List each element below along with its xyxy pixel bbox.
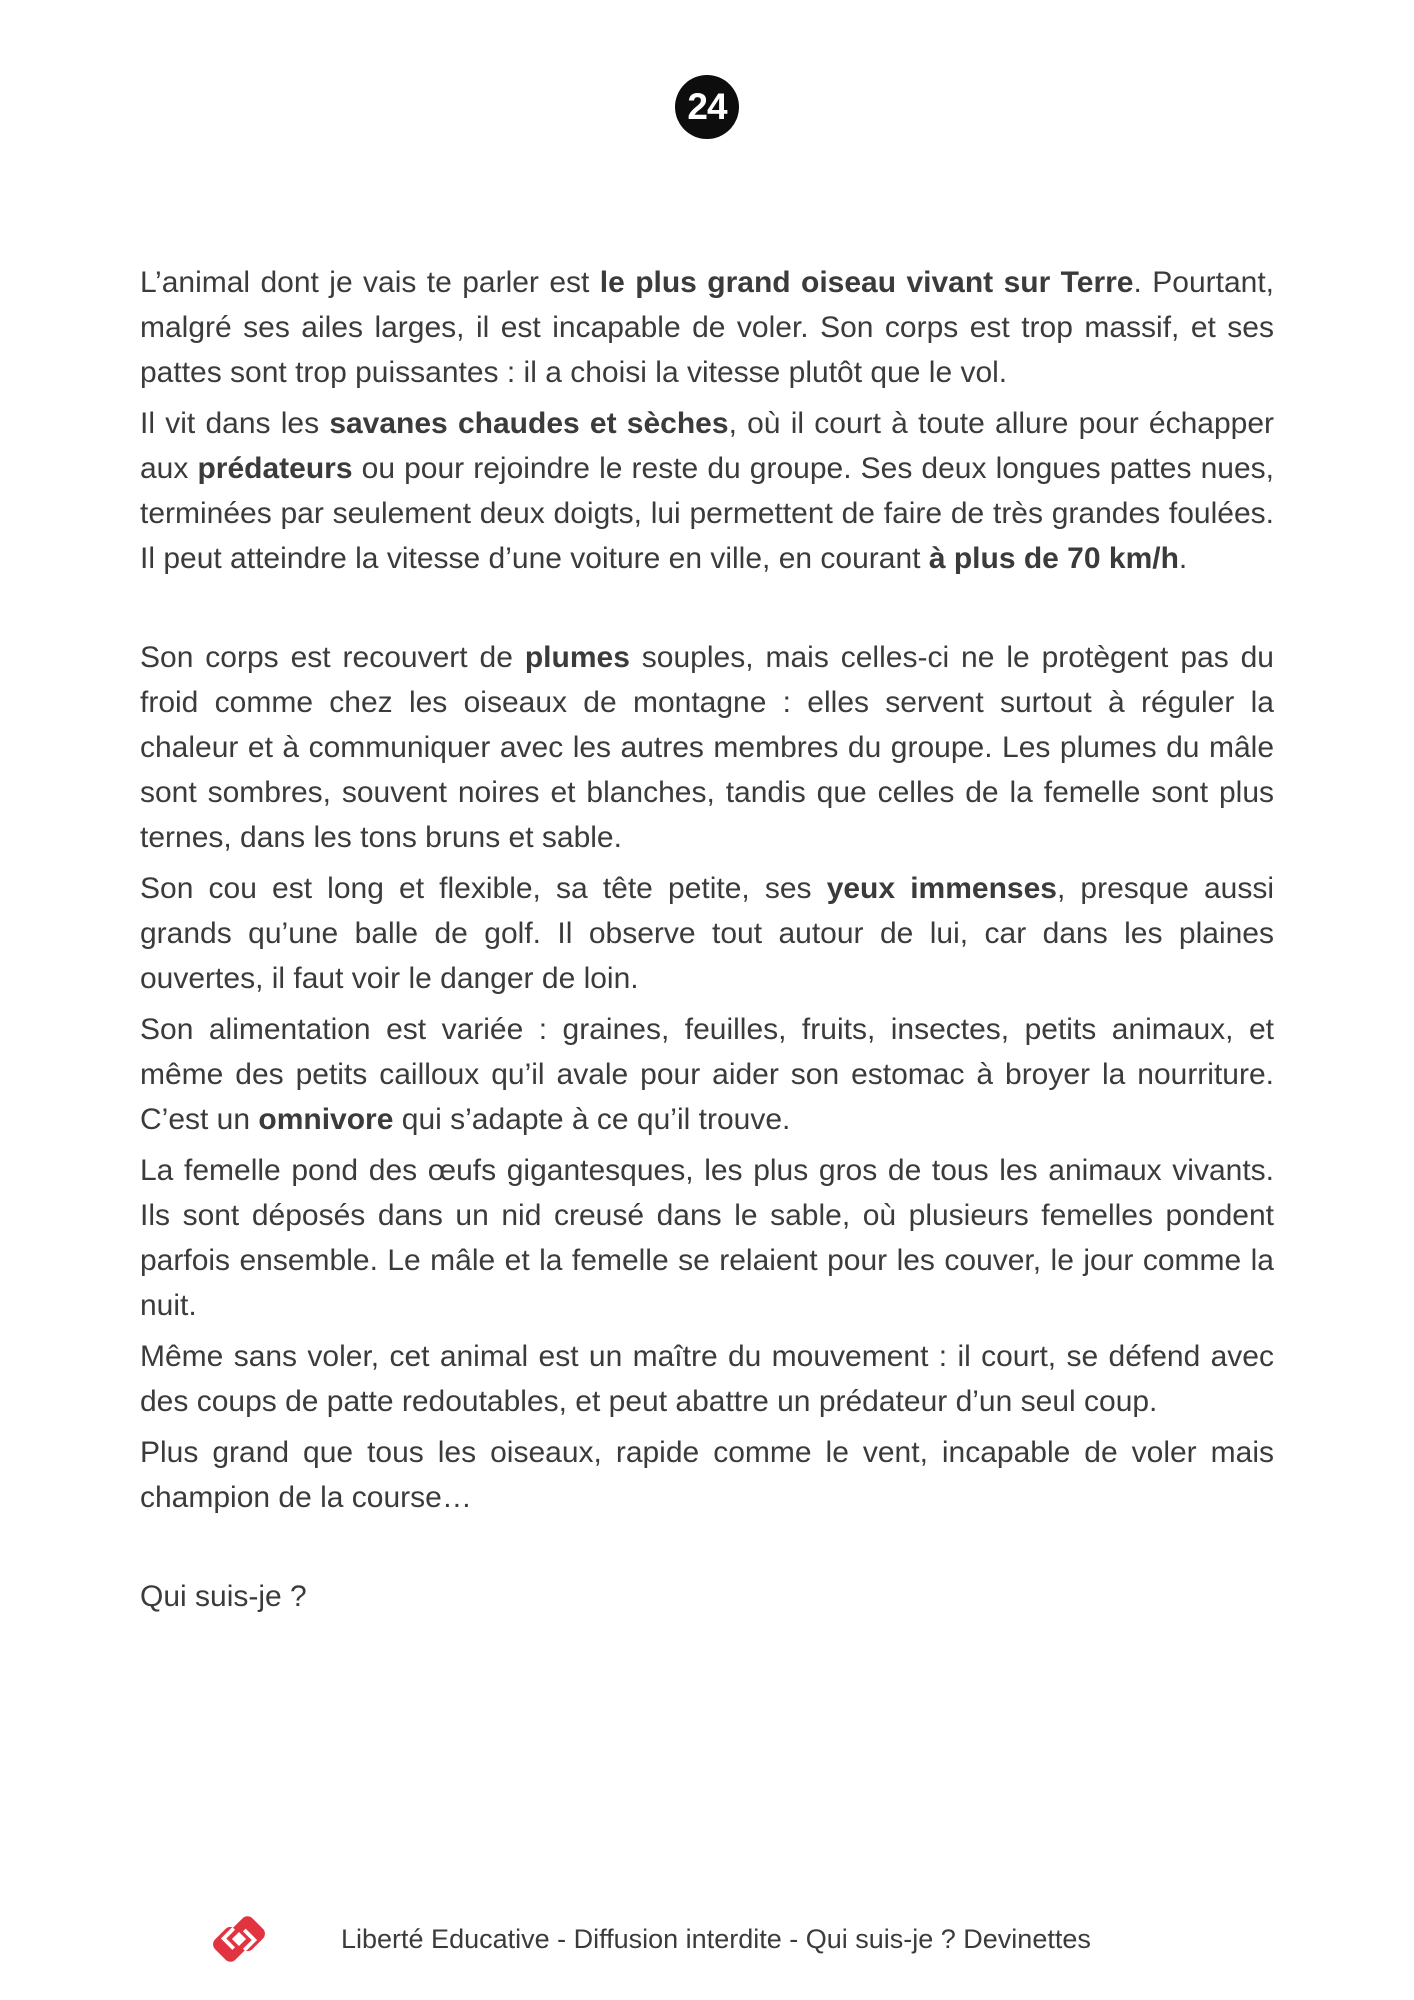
text-run: Plus grand que tous les oiseaux, rapide comme le vent, incapable de voler mais champion de la course…	[140, 1436, 1274, 1514]
paragraph	[140, 866, 1274, 1001]
page-number-badge	[675, 75, 739, 139]
text-run: Son cou est long et flexible, sa tête petite, ses	[140, 872, 827, 905]
text-run: Qui suis-je ?	[140, 1580, 307, 1613]
paragraph	[140, 401, 1274, 581]
text-run: Même sans voler, cet animal est un maître du mouvement : il court, se défend avec des coups de patte redoutables, et peut abattre un prédateur d’un seul coup.	[140, 1340, 1274, 1418]
text-run: qui s’adapte à ce qu’il trouve.	[393, 1103, 791, 1136]
document-body	[140, 260, 1274, 1625]
page-number: 24	[687, 86, 727, 127]
paragraph	[140, 635, 1274, 860]
paragraph	[140, 1148, 1274, 1328]
text-run: , où il court à toute allure pour échapper aux	[140, 407, 1275, 485]
footer-text: Liberté Educative - Diffusion interdite - Qui suis-je ? Devinettes	[341, 1924, 1091, 1954]
bold-text-run: yeux immenses	[826, 872, 1057, 905]
text-run: Il vit dans les	[140, 407, 330, 440]
text-run: Son corps est recouvert de	[140, 641, 525, 674]
text-run: souples, mais celles-ci ne le protègent pas du froid comme chez les oiseaux de montagne : elles servent surtout à réguler la chaleur et à communiquer avec les autres membres du groupe. Les plumes du mâle sont sombres, souvent noires et blanches, tandis que celles de la femelle sont plus ternes, dans les tons bruns et sable.	[140, 641, 1274, 854]
bold-text-run: le plus grand oiseau vivant sur Terre	[599, 266, 1134, 299]
paragraph	[140, 1007, 1274, 1142]
paragraph	[140, 260, 1274, 395]
text-run: L’animal dont je vais te parler est	[140, 266, 600, 299]
text-run: .	[1178, 542, 1188, 575]
bold-text-run: plumes	[524, 641, 630, 674]
text-run: La femelle pond des œufs gigantesques, les plus gros de tous les animaux vivants. Ils sont déposés dans un nid creusé dans le sable, où plusieurs femelles pondent parfois ensemble. Le mâle et la femelle se relaient pour les couver, le jour comme la nuit.	[140, 1154, 1274, 1322]
text-run: , presque aussi grands qu’une balle de golf. Il observe tout autour de lui, car dans les plaines ouvertes, il faut voir le danger de loin.	[140, 872, 1274, 995]
bold-text-run: à plus de 70 km/h	[928, 542, 1179, 575]
paragraph	[140, 1430, 1274, 1520]
liberte-educative-logo-icon	[205, 1905, 273, 1973]
bold-text-run: savanes chaudes et sèches	[329, 407, 729, 440]
text-run: . Pourtant, malgré ses ailes larges, il est incapable de voler. Son corps est trop massif, et ses pattes sont trop puissantes : il a choisi la vitesse plutôt que le vol.	[140, 266, 1274, 389]
text-run: Son alimentation est variée : graines, feuilles, fruits, insectes, petits animaux, et même des petits cailloux qu’il avale pour aider son estomac à broyer la nourriture. C’est un	[140, 1013, 1274, 1136]
paragraph	[140, 1334, 1274, 1424]
bold-text-run: prédateurs	[197, 452, 353, 485]
text-run: ou pour rejoindre le reste du groupe. Ses deux longues pattes nues, terminées par seulement deux doigts, lui permettent de faire de très grandes foulées. Il peut atteindre la vitesse d’une voiture en ville, en courant	[140, 452, 1274, 575]
paragraph	[140, 1574, 1274, 1619]
footer	[205, 1905, 1091, 1973]
bold-text-run: omnivore	[258, 1103, 394, 1136]
